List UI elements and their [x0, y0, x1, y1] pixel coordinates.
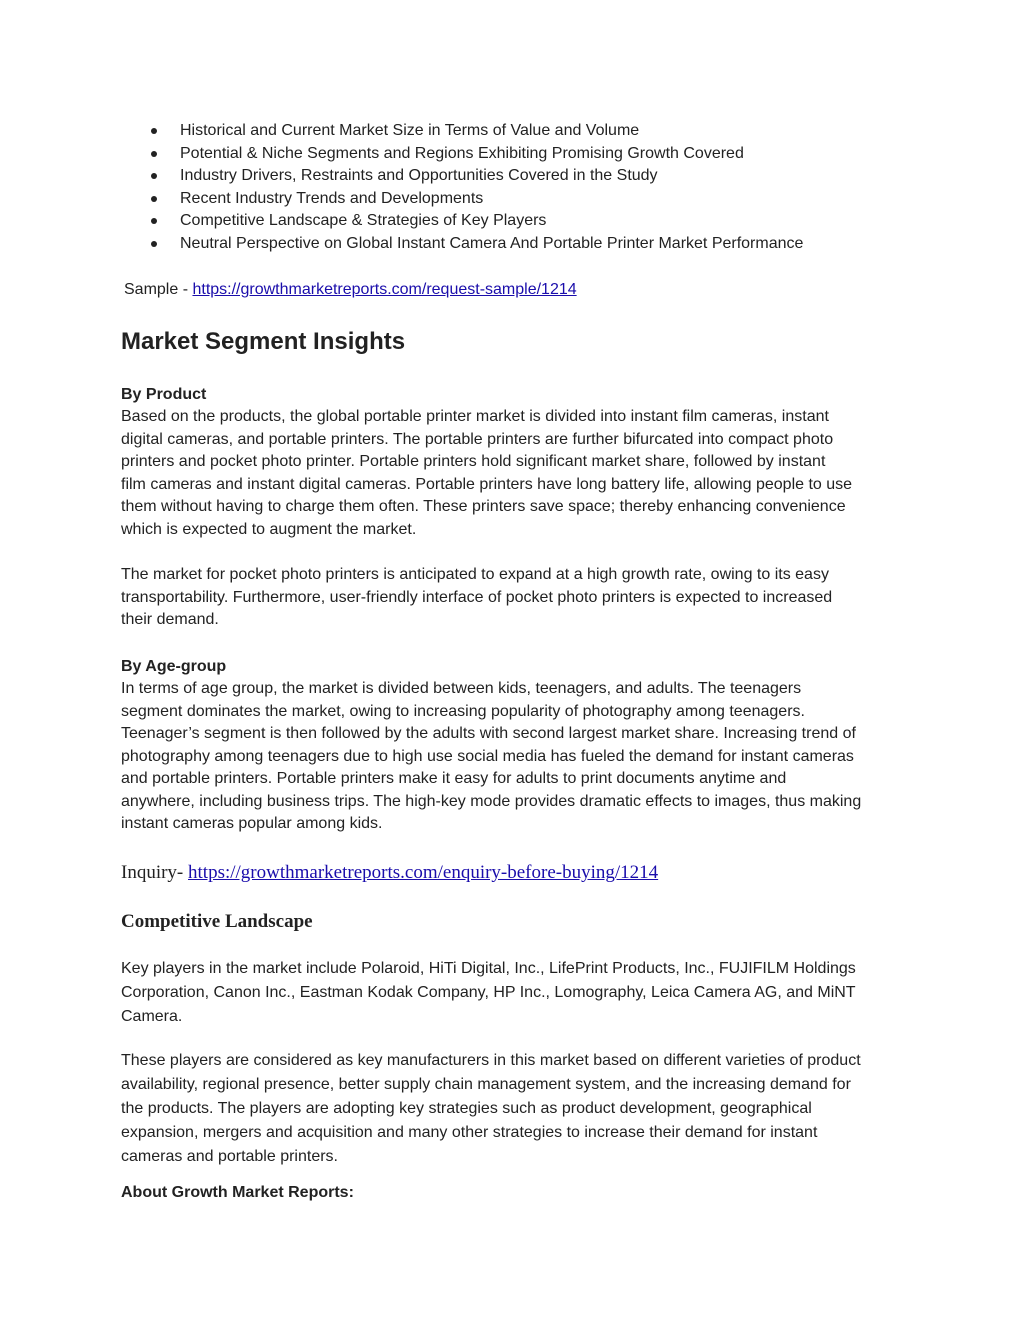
by-product-paragraph-1: Based on the products, the global portable printer market is divided into instant film cameras, instant digital cameras, and portable printers. The portable printers are further bifurcated into compact photo printers and pocket photo printer. Portable printers hold significant market share, followed by instant film cameras and instant digital cameras. Portable printers have long battery life, allowing people to use them without having to charge them often. These printers save space; thereby enhancing convenience which is expected to augment the market. [121, 408, 853, 538]
by-product-paragraph-2: The market for pocket photo printers is anticipated to expand at a high growth rate, owing to its easy transportability. Furthermore, user-friendly interface of pocket photo printers is expected to increased their demand. [121, 566, 833, 628]
by-age-heading: By Age-group [121, 658, 227, 675]
bullet-item: Historical and Current Market Size in Terms of Value and Volume [121, 120, 921, 143]
bullet-dot-icon [151, 196, 157, 202]
competitive-heading: Competitive Landscape [121, 911, 313, 932]
competitive-paragraph-1: Key players in the market include Polaroid, HiTi Digital, Inc., LifePrint Products, Inc., FUJIFILM Holdings Corporation, Canon Inc., Eastman Kodak Company, HP Inc., Lomography, Leica Camera AG, and MiNT Camera. [121, 960, 856, 1025]
bullet-item: Competitive Landscape & Strategies of Key Players [121, 210, 921, 233]
by-product-heading: By Product [121, 386, 207, 403]
bullet-item: Industry Drivers, Restraints and Opportunities Covered in the Study [121, 165, 921, 188]
sample-link[interactable]: https://growthmarketreports.com/request-sample/1214 [192, 281, 577, 298]
inquiry-label: Inquiry- [121, 862, 189, 883]
bullet-dot-icon [151, 173, 157, 179]
about-heading: About Growth Market Reports: [121, 1184, 354, 1201]
competitive-paragraph-2: These players are considered as key manufacturers in this market based on different varieties of product availability, regional presence, better supply chain management system, and the increasing demand for the products. The players are adopting key strategies such as product development, geographical expansion, mergers and acquisition and many other strategies to increase their demand for instant cameras and portable printers. [121, 1052, 861, 1165]
bullet-dot-icon [151, 151, 157, 157]
bullet-item: Potential & Niche Segments and Regions Exhibiting Promising Growth Covered [121, 143, 921, 166]
feature-bullet-list [121, 120, 921, 255]
section-title: Market Segment Insights [121, 328, 406, 355]
inquiry-link[interactable]: https://growthmarketreports.com/enquiry-before-buying/1214 [188, 862, 659, 883]
bullet-dot-icon [151, 241, 157, 247]
bullet-dot-icon [151, 128, 157, 134]
bullet-item: Recent Industry Trends and Developments [121, 188, 921, 211]
bullet-dot-icon [151, 218, 157, 224]
by-age-paragraph: In terms of age group, the market is divided between kids, teenagers, and adults. The teenagers segment dominates the market, owing to increasing popularity of photography among teenagers. Teenager’s segment is then followed by the adults with second largest market share. Increasing trend of photography among teenagers due to high use social media has fueled the demand for instant cameras and portable printers. Portable printers make it easy for adults to print documents anytime and anywhere, including business trips. The high-key mode provides dramatic effects to images, thus making instant cameras popular among kids. [121, 680, 862, 832]
sample-label: Sample - [124, 281, 193, 298]
bullet-item: Neutral Perspective on Global Instant Camera And Portable Printer Market Performance [121, 233, 921, 256]
inquiry-line [121, 861, 658, 885]
sample-line [124, 279, 577, 302]
